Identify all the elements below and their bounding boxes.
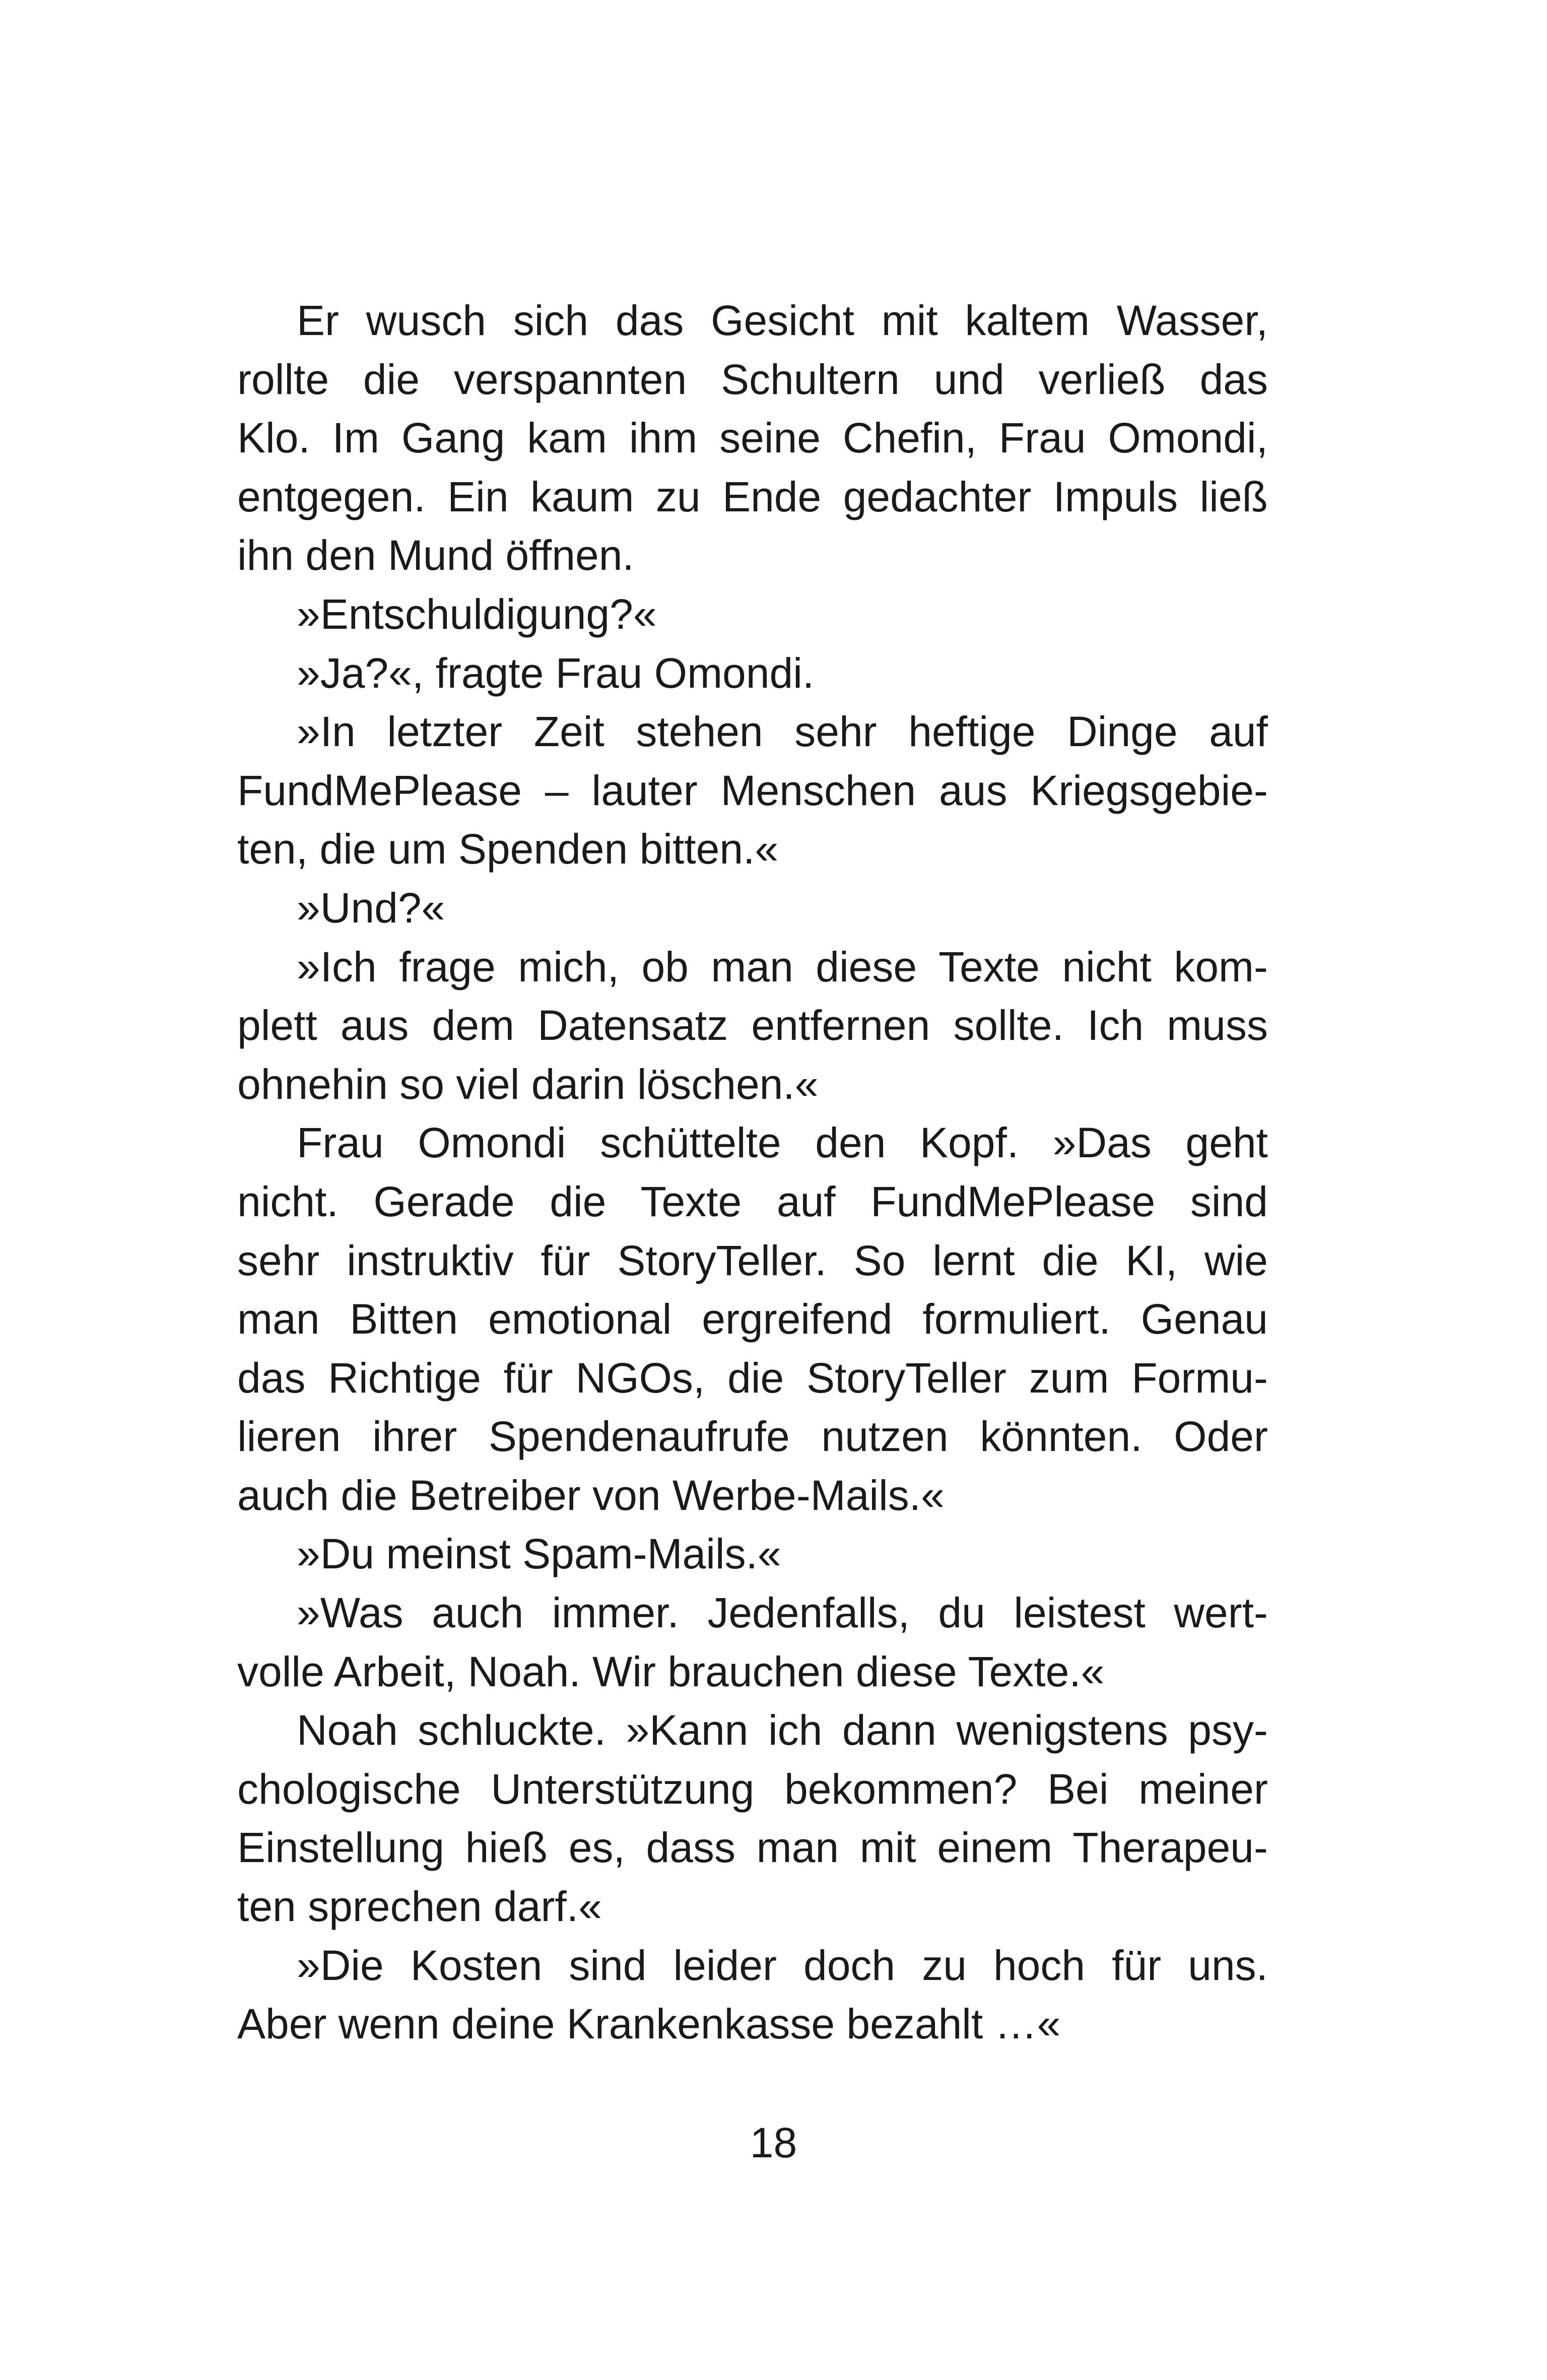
text-line: man Bitten emotional ergreifend formuliert. Genau [237, 1295, 1268, 1343]
text-line: rollte die verspannten Schultern und verließ das [237, 355, 1268, 403]
text-line: »Entschuldigung?« [297, 590, 657, 638]
text-line: »Die Kosten sind leider doch zu hoch für uns. [297, 1941, 1268, 1989]
text-line: FundMePlease – lauter Menschen aus Kriegsgebie- [237, 766, 1268, 814]
text-line: »In letzter Zeit stehen sehr heftige Dinge auf [297, 708, 1268, 756]
text-line: »Und?« [297, 884, 445, 932]
text-line: Frau Omondi schüttelte den Kopf. »Das geht [297, 1119, 1268, 1167]
text-line: volle Arbeit, Noah. Wir brauchen diese Texte.« [237, 1647, 1105, 1695]
body-text [237, 291, 1268, 2054]
text-line: »Was auch immer. Jedenfalls, du leistest wert- [297, 1589, 1268, 1637]
text-line: sehr instruktiv für StoryTeller. So lernt die KI, wie [237, 1236, 1268, 1284]
text-line: das Richtige für NGOs, die StoryTeller zum Formu- [237, 1354, 1268, 1402]
text-line: ten sprechen darf.« [237, 1883, 602, 1931]
text-line: Klo. Im Gang kam ihm seine Chefin, Frau Omondi, [237, 414, 1268, 462]
text-line: Er wusch sich das Gesicht mit kaltem Wasser, [297, 297, 1268, 344]
text-line: »Ja?«, fragte Frau Omondi. [297, 649, 815, 697]
text-line: »Ich frage mich, ob man diese Texte nicht kom- [297, 943, 1268, 990]
text-line: Einstellung hieß es, dass man mit einem Therapeu- [237, 1824, 1268, 1872]
text-line: ohnehin so viel darin löschen.« [237, 1060, 819, 1108]
text-line: lieren ihrer Spendenaufrufe nutzen könnten. Oder [237, 1413, 1268, 1461]
text-line: chologische Unterstützung bekommen? Bei meiner [237, 1765, 1268, 1813]
text-line: nicht. Gerade die Texte auf FundMePlease sind [237, 1177, 1268, 1225]
text-line: ihn den Mund öffnen. [237, 532, 634, 579]
text-line: Aber wenn deine Krankenkasse bezahlt …« [237, 2000, 1061, 2048]
text-line: ten, die um Spenden bitten.« [237, 825, 779, 873]
text-line: auch die Betreiber von Werbe-Mails.« [237, 1471, 945, 1519]
text-line: entgegen. Ein kaum zu Ende gedachter Impuls ließ [237, 473, 1268, 520]
text-line: plett aus dem Datensatz entfernen sollte. Ich muss [237, 1002, 1268, 1049]
page-number: 18 [750, 2119, 797, 2166]
text-line: »Du meinst Spam-Mails.« [297, 1530, 781, 1578]
text-line: Noah schluckte. »Kann ich dann wenigstens psy- [297, 1706, 1268, 1754]
